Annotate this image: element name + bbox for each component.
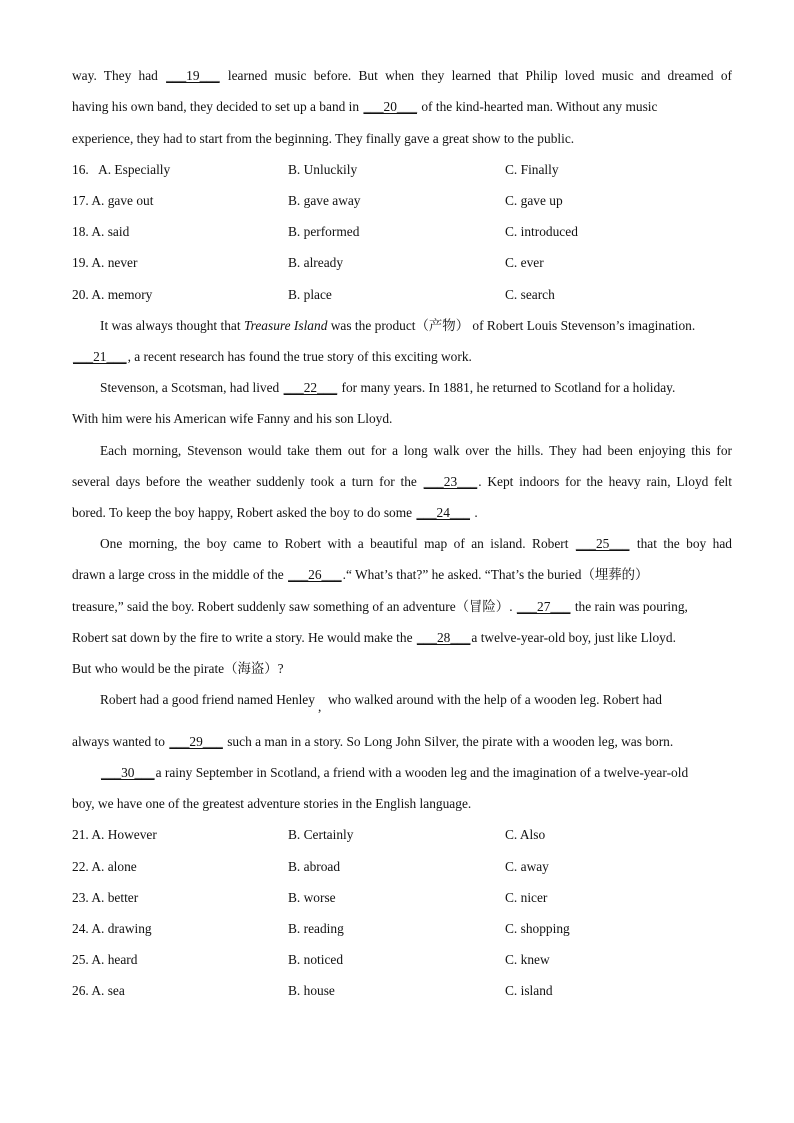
text: was the product（产物） of Robert Louis Stevenson’s imagination.	[327, 318, 696, 333]
passage2-p4-line1	[100, 534, 732, 554]
text: One morning, the boy came to Robert with a beautiful map of an island. Robert	[100, 536, 575, 551]
question-21-option-b[interactable]: B. Certainly	[288, 827, 354, 842]
text: of the kind-hearted man. Without any music	[418, 99, 658, 114]
text: . Kept indoors for the heavy rain, Lloyd felt	[478, 474, 732, 489]
question-23-option-b[interactable]: B. worse	[288, 890, 336, 905]
question-25-option-a[interactable]	[72, 950, 137, 970]
question-24-option-c[interactable]: C. shopping	[505, 921, 570, 936]
passage2-p4-line4	[72, 628, 732, 648]
question-17-option-b[interactable]: B. gave away	[288, 193, 361, 208]
text: bored. To keep the boy happy, Robert asked the boy to do some	[72, 505, 416, 520]
option-text: A. drawing	[91, 921, 152, 936]
question-20-option-b[interactable]: B. place	[288, 287, 332, 302]
text: having his own band, they decided to set up a band in	[72, 99, 363, 114]
option-text: A. alone	[91, 859, 137, 874]
question-23-option-a[interactable]	[72, 888, 138, 908]
question-number: 23.	[72, 890, 89, 905]
blank-20[interactable]: ___20___	[363, 99, 418, 114]
option-text: A. However	[91, 827, 157, 842]
question-19-option-a[interactable]	[72, 253, 137, 273]
question-22-option-c[interactable]: C. away	[505, 859, 549, 874]
text: It was always thought that	[100, 318, 244, 333]
book-title: Treasure Island	[243, 318, 328, 333]
text: the rain was pouring,	[571, 599, 688, 614]
passage2-p3-line3	[72, 503, 732, 523]
passage2-p1-line1	[100, 316, 732, 336]
comma: ,	[317, 699, 322, 714]
text: .“ What’s that?” he asked. “That’s the buried（埋葬的）	[342, 567, 649, 582]
option-text: A. never	[91, 255, 138, 270]
question-18-option-c[interactable]: C. introduced	[505, 224, 578, 239]
question-22-option-b[interactable]: B. abroad	[288, 859, 341, 874]
question-20-option-a[interactable]	[72, 285, 152, 305]
text: treasure,” said the boy. Robert suddenly saw something of an adventure（冒险）.	[72, 599, 516, 614]
passage2-p3-line2	[72, 472, 732, 492]
text: such a man in a story. So Long John Silver, the pirate with a wooden leg, was born.	[223, 734, 674, 749]
blank-27[interactable]: ___27___	[516, 599, 571, 614]
question-25-option-c[interactable]: C. knew	[505, 952, 550, 967]
passage2-p4-line2	[72, 565, 732, 585]
blank-24[interactable]: ___24___	[416, 505, 470, 520]
question-21-option-a[interactable]	[72, 825, 157, 845]
passage1-line1	[72, 66, 732, 86]
question-16-option-a[interactable]	[72, 160, 170, 180]
question-24-option-a[interactable]	[72, 919, 152, 939]
option-text: A. sea	[91, 983, 125, 998]
question-number: 16.	[72, 162, 89, 177]
question-number: 17.	[72, 193, 89, 208]
text: way. They had	[72, 68, 166, 83]
question-26-option-a[interactable]	[72, 981, 125, 1001]
blank-22[interactable]: ___22___	[283, 380, 338, 395]
text: several days before the weather suddenly took a turn for the	[72, 474, 423, 489]
question-number: 19.	[72, 255, 89, 270]
text: always wanted to	[72, 734, 169, 749]
question-17-option-a[interactable]	[72, 191, 153, 211]
question-26-option-b[interactable]: B. house	[288, 983, 335, 998]
passage2-p2-line1	[100, 378, 732, 398]
text: Robert sat down by the fire to write a story. He would make the	[72, 630, 416, 645]
question-22-option-a[interactable]	[72, 857, 137, 877]
blank-30[interactable]: ___30___	[101, 765, 155, 780]
blank-23[interactable]: ___23___	[423, 474, 478, 489]
question-24-option-b[interactable]: B. reading	[288, 921, 344, 936]
option-text: A. gave out	[91, 193, 154, 208]
passage2-p5-line2	[72, 732, 732, 752]
question-26-option-c[interactable]: C. island	[505, 983, 553, 998]
option-text: A. memory	[91, 287, 153, 302]
passage2-p3-line1: Each morning, Stevenson would take them out for a long walk over the hills. They had been enjoying this for	[100, 443, 732, 458]
blank-21[interactable]: ___21___	[73, 349, 127, 364]
text: .	[471, 505, 478, 520]
text: , a recent research has found the true story of this exciting work.	[127, 349, 472, 364]
question-18-option-a[interactable]	[72, 222, 129, 242]
blank-19[interactable]: ___19___	[166, 68, 220, 83]
option-text: A. heard	[91, 952, 138, 967]
text: that the boy had	[630, 536, 732, 551]
text: a twelve-year-old boy, just like Lloyd.	[471, 630, 676, 645]
option-text: A. Especially	[98, 162, 171, 177]
question-23-option-c[interactable]: C. nicer	[505, 890, 548, 905]
question-25-option-b[interactable]: B. noticed	[288, 952, 344, 967]
passage2-p6-line2: boy, we have one of the greatest adventure stories in the English language.	[72, 796, 472, 811]
question-21-option-c[interactable]: C. Also	[505, 827, 546, 842]
question-17-option-c[interactable]: C. gave up	[505, 193, 563, 208]
passage2-p2-line2: With him were his American wife Fanny and his son Lloyd.	[72, 411, 393, 426]
question-number: 24.	[72, 921, 89, 936]
question-18-option-b[interactable]: B. performed	[288, 224, 360, 239]
question-20-option-c[interactable]: C. search	[505, 287, 555, 302]
question-19-option-b[interactable]: B. already	[288, 255, 344, 270]
question-number: 20.	[72, 287, 89, 302]
question-number: 18.	[72, 224, 89, 239]
text: Stevenson, a Scotsman, had lived	[100, 380, 283, 395]
option-text: A. better	[91, 890, 139, 905]
blank-26[interactable]: ___26___	[288, 567, 342, 582]
blank-28[interactable]: ___28___	[416, 630, 471, 645]
passage1-line2	[72, 97, 732, 117]
passage2-p5-line1	[100, 690, 732, 714]
option-text: A. said	[91, 224, 130, 239]
passage2-p1-line2	[72, 347, 732, 367]
text: for many years. In 1881, he returned to Scotland for a holiday.	[338, 380, 676, 395]
text: learned music before. But when they learned that Philip loved music and dreamed of	[220, 68, 732, 83]
question-19-option-c[interactable]: C. ever	[505, 255, 544, 270]
text: drawn a large cross in the middle of the	[72, 567, 288, 582]
passage2-p4-line5: But who would be the pirate（海盗）?	[72, 661, 284, 676]
question-number: 26.	[72, 983, 89, 998]
question-number: 21.	[72, 827, 89, 842]
blank-29[interactable]: ___29___	[169, 734, 223, 749]
question-number: 25.	[72, 952, 89, 967]
passage2-p6-line1	[100, 763, 732, 783]
text: Robert had a good friend named Henley	[100, 692, 315, 707]
question-16-option-c[interactable]: C. Finally	[505, 162, 559, 177]
question-16-option-b[interactable]: B. Unluckily	[288, 162, 358, 177]
question-number: 22.	[72, 859, 89, 874]
passage2-p4-line3	[72, 597, 732, 617]
text: who walked around with the help of a wooden leg. Robert had	[328, 692, 662, 707]
passage1-line3: experience, they had to start from the beginning. They finally gave a great show to the public.	[72, 131, 575, 146]
text: a rainy September in Scotland, a friend with a wooden leg and the imagination of a twelve-year-old	[155, 765, 689, 780]
blank-25[interactable]: ___25___	[575, 536, 630, 551]
